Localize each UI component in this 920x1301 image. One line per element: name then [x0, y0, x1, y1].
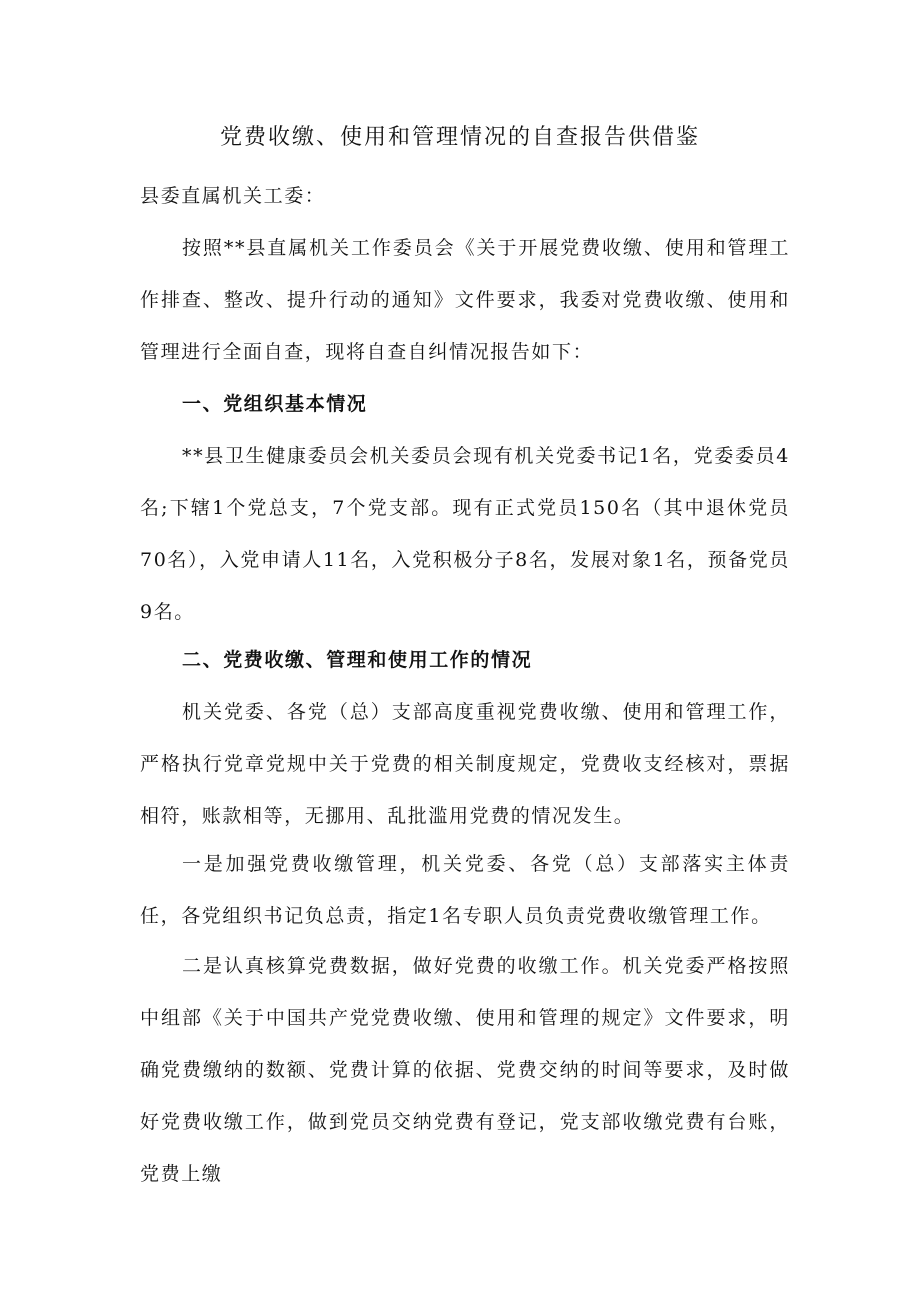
point-2-paragraph: 二是认真核算党费数据，做好党费的收缴工作。机关党委严格按照中组部《关于中国共产党党费收缴、使用和管理的规定》文件要求，明确党费缴纳的数额、党费计算的依据、党费交纳的时间等要求，及时做好党费收缴工作，做到党员交纳党费有登记，党支部收缴党费有台账，党费上缴: [140, 955, 790, 1185]
section-1-paragraph: **县卫生健康委员会机关委员会现有机关党委书记1名，党委委员4名;下辖1个党总支，7个党支部。现有正式党员150名（其中退休党员70名），入党申请人11名，入党积极分子8名，发展对象1名，预备党员9名。: [140, 445, 790, 623]
intro-paragraph: 按照**县直属机关工作委员会《关于开展党费收缴、使用和管理工作排查、整改、提升行动的通知》文件要求，我委对党费收缴、使用和管理进行全面自查，现将自查自纠情况报告如下：: [140, 237, 790, 363]
section-2-heading: 二、党费收缴、管理和使用工作的情况: [182, 649, 533, 671]
salutation: 县委直属机关工委：: [140, 185, 326, 207]
point-1-paragraph: 一是加强党费收缴管理，机关党委、各党（总）支部落实主体责任，各党组织书记负总责，指定1名专职人员负责党费收缴管理工作。: [140, 853, 790, 927]
section-2-paragraph: 机关党委、各党（总）支部高度重视党费收缴、使用和管理工作，严格执行党章党规中关于党费的相关制度规定，党费收支经核对，票据相符，账款相等，无挪用、乱批滥用党费的情况发生。: [140, 701, 790, 827]
section-1-heading: 一、党组织基本情况: [182, 393, 368, 415]
document-title: 党费收缴、使用和管理情况的自查报告供借鉴: [219, 125, 700, 150]
